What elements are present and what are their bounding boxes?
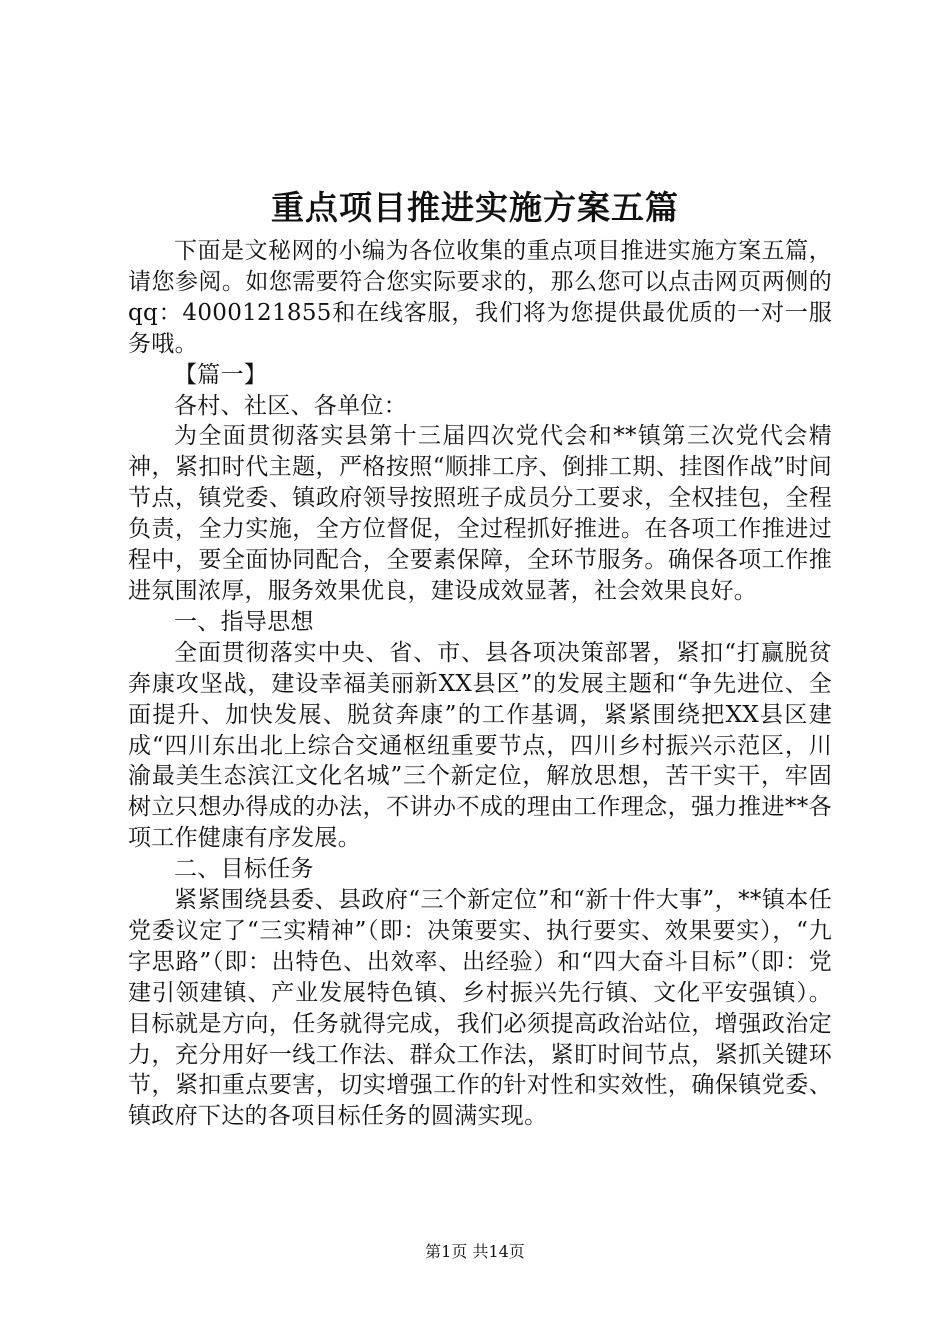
section-heading-part-one: 【篇一】 xyxy=(174,361,268,388)
body-paragraph: 紧紧围绕县委、县政府“三个新定位”和“新十件大事”，**镇本任党委议定了“三实精神”（即：决策要实、执行要实、效果要实），“九字思路”（即：出特色、出效率、出经验）和“四大奋斗目标”（即：党建引领建镇、产业发展特色镇、乡村振兴先行镇、文化平安强镇）。目标就是方向，任务就得完成，我们必须提高政治站位，增强政治定力，充分用好一线工作法、群众工作法，紧盯时间节点，紧抓关键环节，紧扣重点要害，切实增强工作的针对性和实效性，确保镇党委、镇政府下达的各项目标任务的圆满实现。 xyxy=(128,887,832,1130)
document-body xyxy=(128,236,832,1132)
document-title: 重点项目推进实施方案五篇 xyxy=(271,188,679,227)
intro-paragraph: 下面是文秘网的小编为各位收集的重点项目推进实施方案五篇，请您参阅。如您需要符合您实际要求的，那么您可以点击网页两侧的qq：4000121855和在线客服，我们将为您提供最优质的一对一服务哦。 xyxy=(128,238,832,357)
body-paragraph: 全面贯彻落实中央、省、市、县各项决策部署，紧扣“打赢脱贫奔康攻坚战，建设幸福美丽新XX县区”的发展主题和“争先进位、全面提升、加快发展、脱贫奔康”的工作基调，紧紧围绕把XX县区建成“四川东出北上综合交通枢纽重要节点，四川乡村振兴示范区，川渝最美生态滨江文化名城”三个新定位，解放思想，苦干实干，牢固树立只想办得成的办法，不讲办不成的理由工作理念，强力推进**各项工作健康有序发展。 xyxy=(128,639,832,852)
section-heading-guiding-ideology: 一、指导思想 xyxy=(174,608,314,635)
page-number-footer: 第1页 共14页 xyxy=(425,1242,525,1261)
section-heading-goals: 二、目标任务 xyxy=(174,856,314,883)
salutation: 各村、社区、各单位： xyxy=(174,392,407,419)
body-paragraph: 为全面贯彻落实县第十三届四次党代会和**镇第三次党代会精神，紧扣时代主题，严格按照“顺排工序、倒排工期、挂图作战”时间节点，镇党委、镇政府领导按照班子成员分工要求，全权挂包，全程负责，全力实施，全方位督促，全过程抓好推进。在各项工作推进过程中，要全面协同配合，全要素保障，全环节服务。确保各项工作推进氛围浓厚，服务效果优良，建设成效显著，社会效果良好。 xyxy=(128,423,832,604)
